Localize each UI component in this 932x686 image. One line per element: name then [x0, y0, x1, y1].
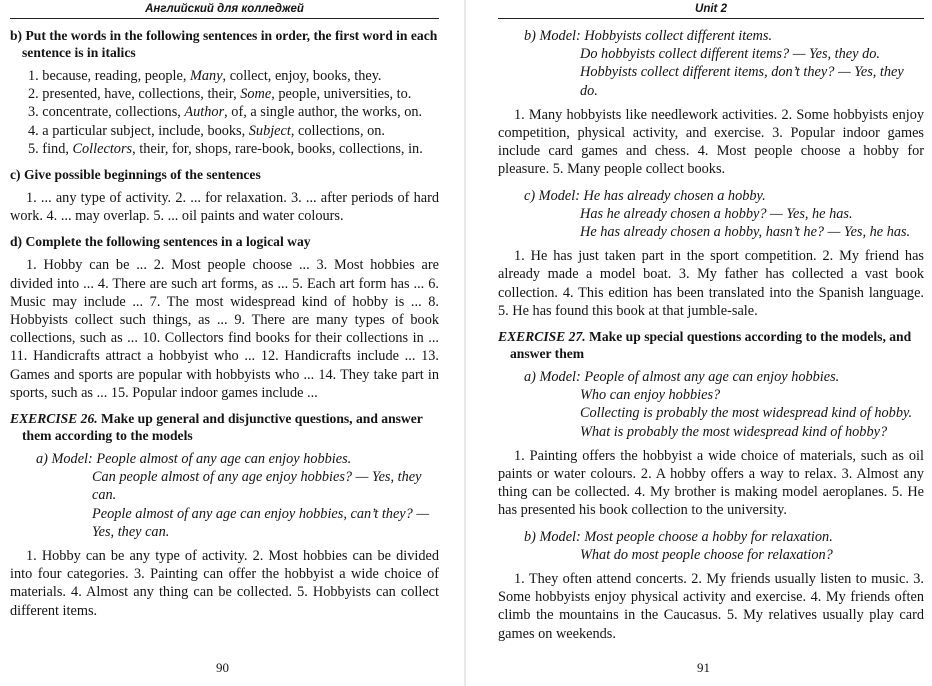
- exercise-26-model-b: b) Model: Hobbyists collect different items. Do hobbyists collect different items? — Yes, they do. Hobbyists collect different items, don’t they? — Yes, they do.: [524, 28, 904, 99]
- exercise-27-text-b: 1. They often attend concerts. 2. My friends usually listen to music. 3. Some hobbyists enjoy physical activity and exercise. 4. My friends often climb the mountains in the Caucasus. 5. My relatives usually play card games on weekends.: [498, 571, 924, 642]
- exercise-26-heading: EXERCISE 26. Make up general and disjunctive questions, and answer them according to the models: [10, 411, 423, 444]
- list-item: 1. because, reading, people, Many, collect, enjoy, books, they.: [28, 68, 382, 84]
- section-d-text: 1. Hobby can be ... 2. Most people choose ... 3. Most hobbies are divided into ... 4. There are such art forms, as ... 5. Each art form has ... 6. Music may include ... 7. The most widespread kind of hobby is ... 8. Hobbyists collect such things, as ... 9. There are many types of book collections, such as ... 10. Collectors find books for their collections in ... 11. Handicrafts attract a hobbyist who ... 12. Handicrafts include ... 13. Games and sports are popular with hobbyists who ... 14. They take part in sports, such as ... 15. Popular indoor games include ...: [10, 257, 439, 401]
- word-order-list: [10, 67, 439, 158]
- section-c: [10, 166, 439, 225]
- exercise-26-text-b: 1. Many hobbyists like needlework activities. 2. Some hobbyists enjoy competition, physical activity, and exercise. 3. Popular indoor games include card games and chess. 4. Most people choose a hobby for pleasure. 5. Many people collect books.: [498, 106, 924, 178]
- page-number-left: 90: [216, 660, 229, 675]
- page-number-right: 91: [697, 660, 710, 675]
- section-b-heading: b) Put the words in the following sentences in order, the first word in each sentence is in italics: [10, 28, 438, 60]
- exercise-27-text-a: 1. Painting offers the hobbyist a wide choice of materials, such as oil paints or water colours. 2. A hobby offers a way to relax. 3. Almost any thing can be collected. 4. My brother is making model aeroplanes. 5. He has presented his book collection to the university.: [498, 447, 924, 519]
- exercise-26-text-b-wrap: [498, 106, 924, 179]
- exercise-26: [10, 410, 439, 620]
- exercise-26-text-c-wrap: [498, 247, 924, 320]
- list-item: 5. find, Collectors, their, for, shops, rare-book, books, collections, in.: [28, 140, 423, 157]
- exercise-27: [498, 328, 924, 520]
- exercise-27-model-b: b) Model: Most people choose a hobby for relaxation. What do most people choose for relaxation?: [524, 528, 833, 563]
- list-item: 3. concentrate, collections, Author, of, a single author, the works, on.: [28, 104, 423, 121]
- exercise-26-model-c: c) Model: He has already chosen a hobby. Has he already chosen a hobby? — Yes, he has. He has already chosen a hobby, hasn’t he? — Yes, he has.: [524, 187, 911, 241]
- exercise-27-model-a: a) Model: People of almost any age can enjoy hobbies. Who can enjoy hobbies? Collecting is probably the most widespread kind of hobby. What is probably the most widespread kind of hobby?: [524, 369, 913, 440]
- list-item: 2. presented, have, collections, their, Some, people, universities, to.: [28, 86, 412, 103]
- exercise-26-model-a: a) Model: People almost of any age can enjoy hobbies. Can people almost of any age enjoy hobbies? — Yes, they can. People almost of any age can enjoy hobbies, can’t they? — Yes, they can.: [36, 451, 430, 540]
- section-d: [10, 233, 439, 402]
- running-head-right: Unit 2: [498, 0, 924, 19]
- section-c-heading: c) Give possible beginnings of the sentences: [10, 167, 261, 183]
- section-d-heading: d) Complete the following sentences in a logical way: [10, 234, 311, 250]
- exercise-26-text-a: 1. Hobby can be any type of activity. 2. Most hobbies can be divided into four categories. 3. Painting can offer the hobbyist a wide choice of materials. 4. Almost any thing can be collected. 5. Hobbyists can collect different items.: [10, 548, 439, 619]
- running-head-left: Английский для колледжей: [10, 0, 439, 19]
- list-item: 4. a particular subject, include, books, Subject, collections, on.: [28, 122, 385, 139]
- exercise-27-heading: EXERCISE 27. Make up special questions according to the models, and answer them: [498, 329, 912, 362]
- right-page: [466, 0, 932, 686]
- exercise-26-text-c: 1. He has just taken part in the sport competition. 2. My friend has already made a model boat. 3. My father has collected a vast book collection. 4. This edition has been translated into the Spanish language. 5. He has found this book at that jumble-sale.: [498, 248, 924, 319]
- section-b: [10, 27, 439, 158]
- section-c-text: 1. ... any type of activity. 2. ... for relaxation. 3. ... after periods of hard work. 4. ... may overlap. 5. ... oil paints and water colours.: [10, 190, 439, 225]
